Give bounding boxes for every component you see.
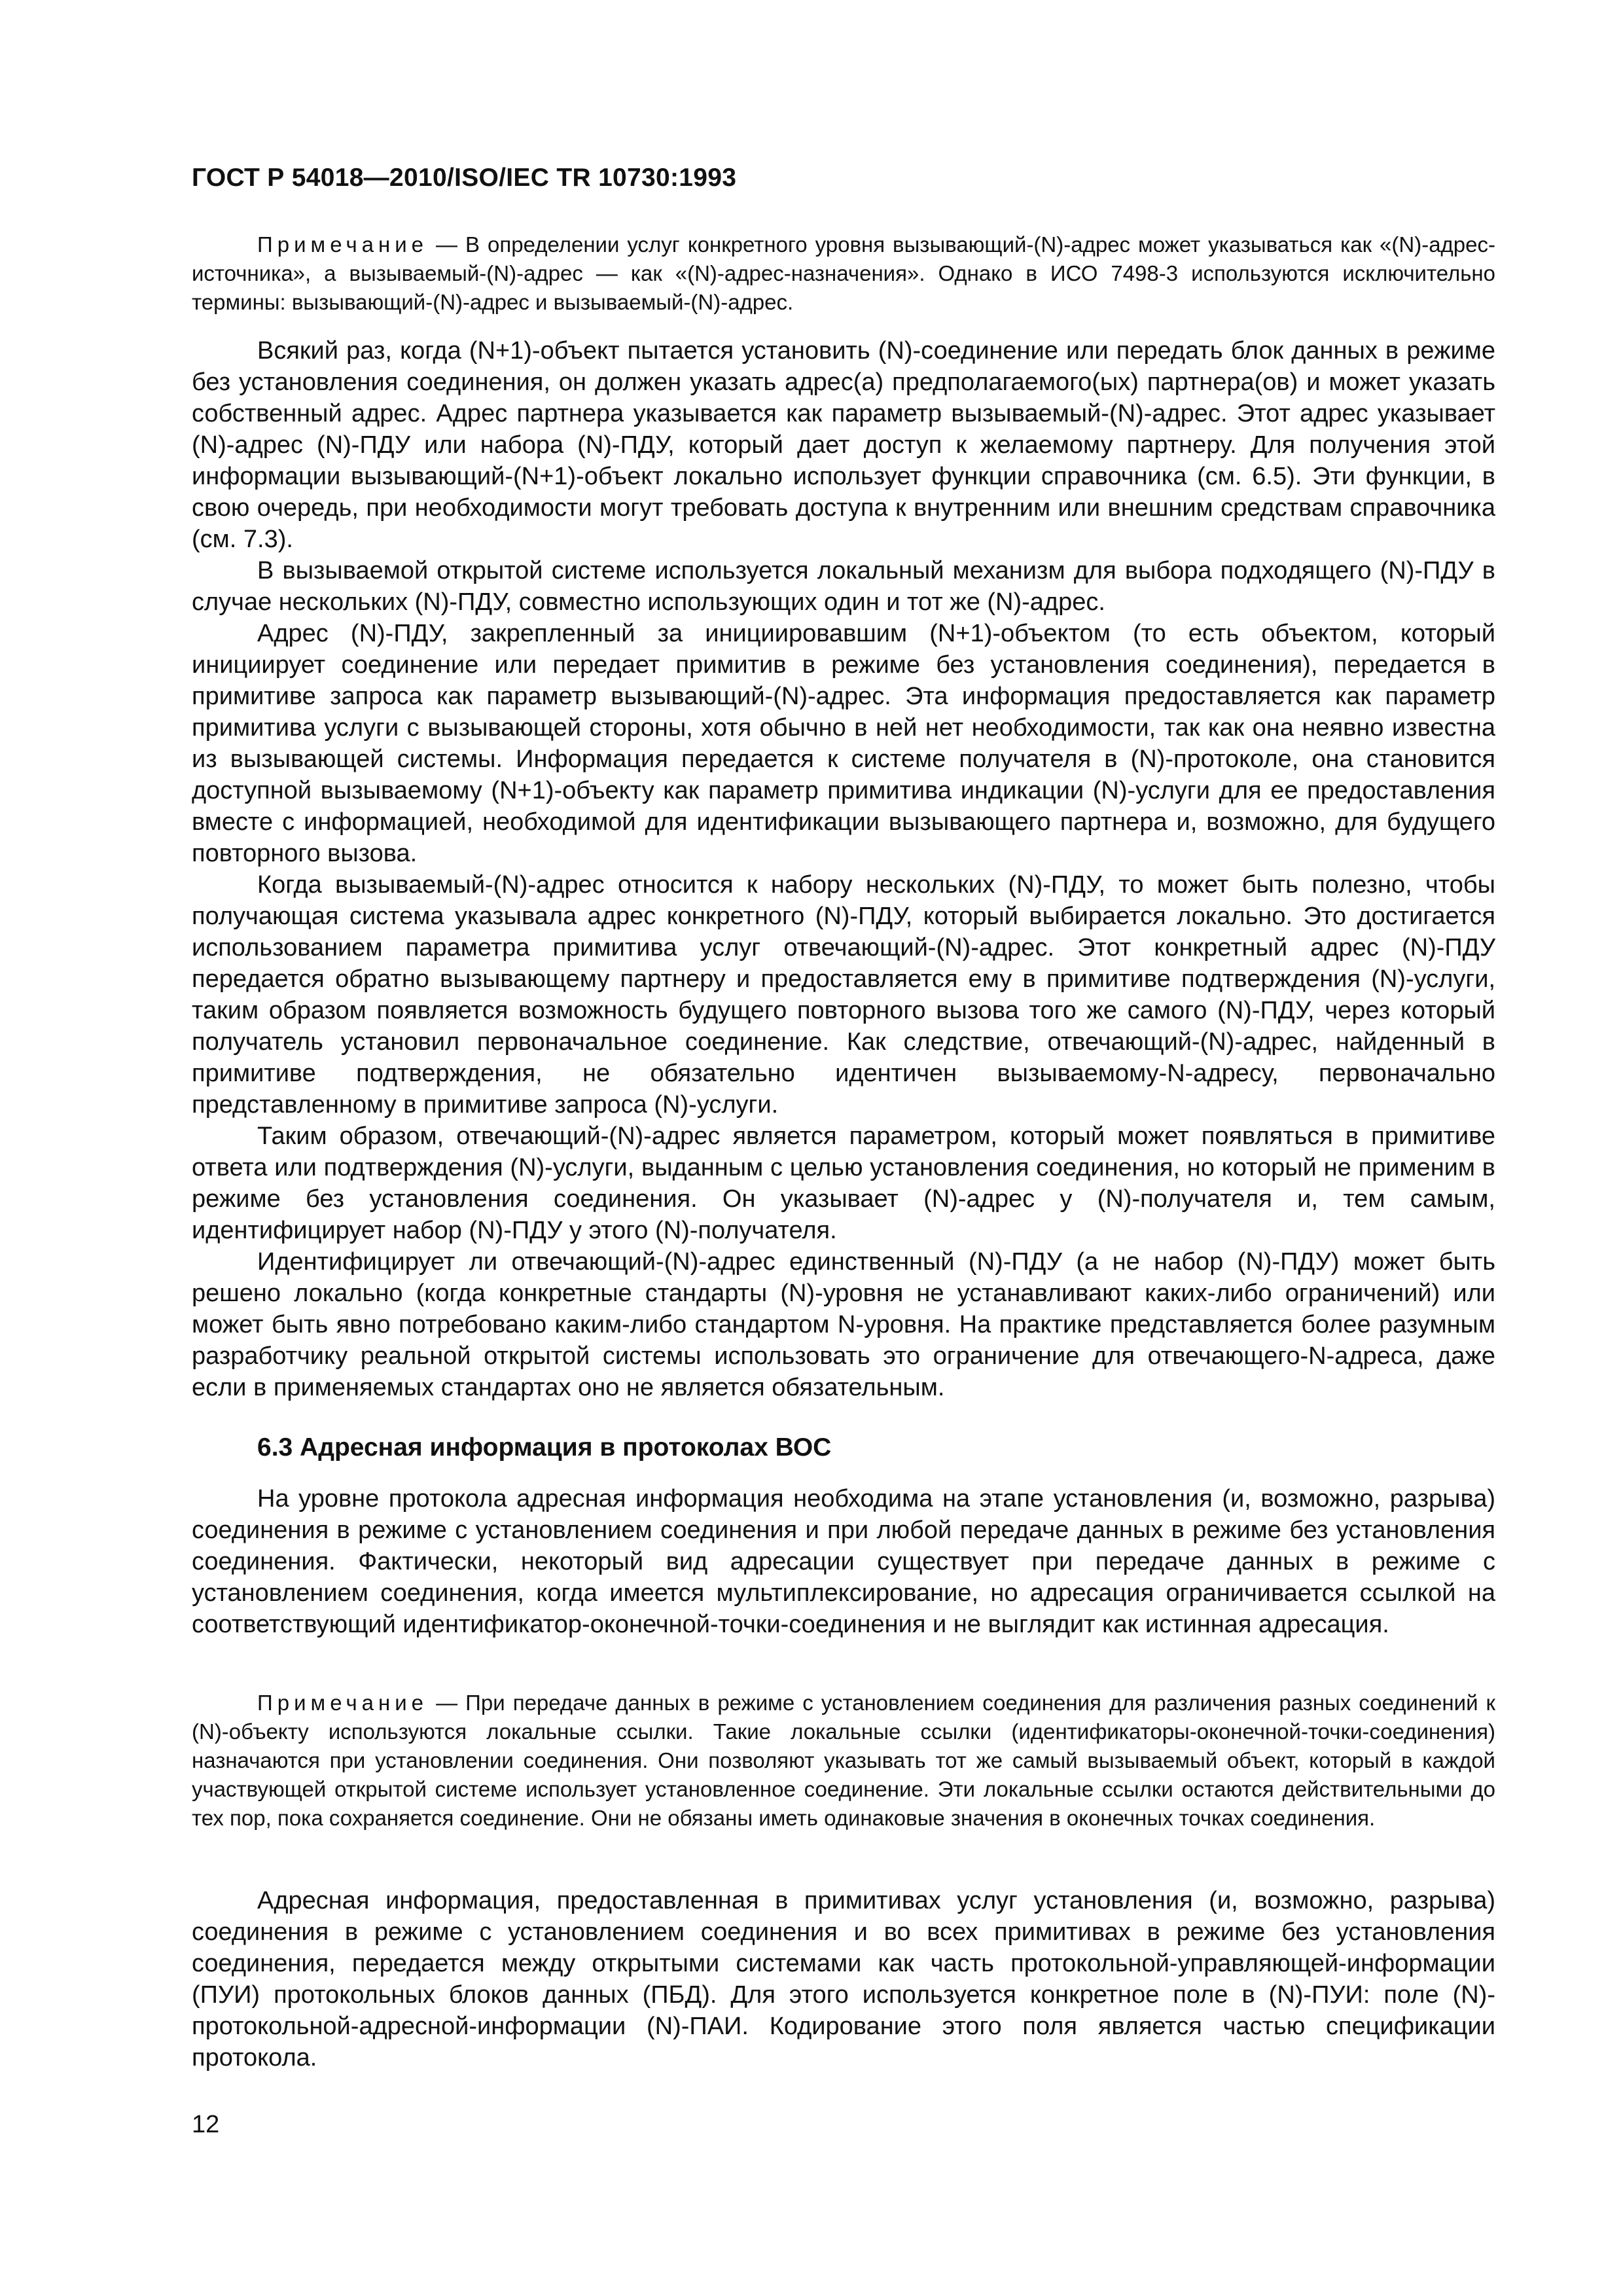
body-text-section-a (192, 335, 1495, 1403)
paragraph: Идентифицирует ли отвечающий-(N)-адрес единственный (N)-ПДУ (а не набор (N)-ПДУ) может быть решено локально (когда конкретные стандарты (N)-уровня не устанавливают каких-либо ограничений) или может быть явно потребовано каким-либо стандартом N-уровня. На практике представляется более разумным разработчику реальной открытой системы использовать это ограничение для отвечающего-N-адреса, даже если в применяемых стандартах оно не является обязательным. (192, 1248, 1495, 1401)
paragraph: Адресная информация, предоставленная в примитивах услуг установления (и, возможно, разрыва) соединения в режиме с установлением соединения и во всех примитивах в режиме без установления соединения, передается между открытыми системами как часть протокольной-управляющей-информации (ПУИ) протокольных блоков данных (ПБД). Для этого используется конкретное поле в (N)-ПУИ: поле (N)-протокольной-адресной-информации (N)-ПАИ. Кодирование этого поля является частью спецификации протокола. (192, 1887, 1495, 2072)
body-text-section-b (192, 1483, 1495, 1640)
standard-id-header: ГОСТ Р 54018—2010/ISO/IEC TR 10730:1993 (192, 164, 737, 192)
note-1-label: Примечание (257, 232, 429, 257)
note-2-paragraph (192, 1689, 1495, 1833)
paragraph: Когда вызываемый-(N)-адрес относится к набору нескольких (N)-ПДУ, то может быть полезно, чтобы получающая система указывала адрес конкретного (N)-ПДУ, который выбирается локально. Это достигается использованием параметра примитива услуг отвечающий-(N)-адрес. Этот конкретный адрес (N)-ПДУ передается обратно вызывающему партнеру и предоставляется ему в примитиве подтверждения (N)-услуги, таким образом появляется возможность будущего повторного вызова того же самого (N)-ПДУ, через который получатель установил первоначальное соединение. Как следствие, отвечающий-(N)-адрес, найденный в примитиве подтверждения, не обязательно идентичен вызываемому-N-адресу, первоначально представленному в примитиве запроса (N)-услуги. (192, 871, 1495, 1119)
paragraph: Таким образом, отвечающий-(N)-адрес является параметром, который может появляться в примитиве ответа или подтверждения (N)-услуги, выданным с целью установления соединения, но который не применим в режиме без установления соединения. Он указывает (N)-адрес у (N)-получателя и, тем самым, идентифицирует набор (N)-ПДУ у этого (N)-получателя. (192, 1122, 1495, 1244)
page-number: 12 (192, 2111, 220, 2138)
section-heading: 6.3 Адресная информация в протоколах ВОС (257, 1433, 832, 1462)
note-2-label: Примечание (257, 1691, 429, 1715)
note-2-text: — При передаче данных в режиме с установлением соединения для различения разных соединений к (N)-объекту используются локальные ссылки. Такие локальные ссылки (идентификаторы-оконечной-точки-соединения) назначаются при установлении соединения. Они позволяют указывать тот же самый вызываемый объект, который в каждой участвующей открытой системе использует установленное соединение. Эти локальные ссылки остаются действительными до тех пор, пока сохраняется соединение. Они не обязаны иметь одинаковые значения в оконечных точках соединения. (192, 1691, 1495, 1830)
paragraph: На уровне протокола адресная информация необходима на этапе установления (и, возможно, разрыва) соединения в режиме с установлением соединения и при любой передаче данных в режиме без установления соединения. Фактически, некоторый вид адресации существует при передаче данных в режиме с установлением соединения, когда имеется мультиплексирование, но адресация ограничивается ссылкой на соответствующий идентификатор-оконечной-точки-соединения и не выглядит как истинная адресация. (192, 1485, 1495, 1638)
note-1-paragraph (192, 230, 1495, 317)
note-1 (192, 230, 1495, 317)
note-1-text: — В определении услуг конкретного уровня вызывающий-(N)-адрес может указываться как «(N)-адрес-источника», а вызываемый-(N)-адрес — как «(N)-адрес-назначения». Однако в ИСО 7498-3 используются исключительно термины: вызывающий-(N)-адрес и вызываемый-(N)-адрес. (192, 232, 1495, 314)
paragraph: В вызываемой открытой системе используется локальный механизм для выбора подходящего (N)-ПДУ в случае нескольких (N)-ПДУ, совместно использующих один и тот же (N)-адрес. (192, 557, 1495, 616)
body-text-section-c (192, 1885, 1495, 2073)
note-2 (192, 1689, 1495, 1833)
paragraph: Всякий раз, когда (N+1)-объект пытается установить (N)-соединение или передать блок данных в режиме без установления соединения, он должен указать адрес(а) предполагаемого(ых) партнера(ов) и может указать собственный адрес. Адрес партнера указывается как параметр вызываемый-(N)-адрес. Этот адрес указывает (N)-адрес (N)-ПДУ или набора (N)-ПДУ, который дает доступ к желаемому партнеру. Для получения этой информации вызывающий-(N+1)-объект локально использует функции справочника (см. 6.5). Эти функции, в свою очередь, при необходимости могут требовать доступа к внутренним или внешним средствам справочника (см. 7.3). (192, 337, 1495, 553)
paragraph: Адрес (N)-ПДУ, закрепленный за инициировавшим (N+1)-объектом (то есть объектом, который инициирует соединение или передает примитив в режиме без установления соединения), передается в примитиве запроса как параметр вызывающий-(N)-адрес. Эта информация предоставляется как параметр примитива услуги с вызывающей стороны, хотя обычно в ней нет необходимости, так как она неявно известна из вызывающей системы. Информация передается к системе получателя в (N)-протоколе, она становится доступной вызываемому (N+1)-объекту как параметр примитива индикации (N)-услуги для ее предоставления вместе с информацией, необходимой для идентификации вызывающего партнера и, возможно, для будущего повторного вызова. (192, 620, 1495, 867)
